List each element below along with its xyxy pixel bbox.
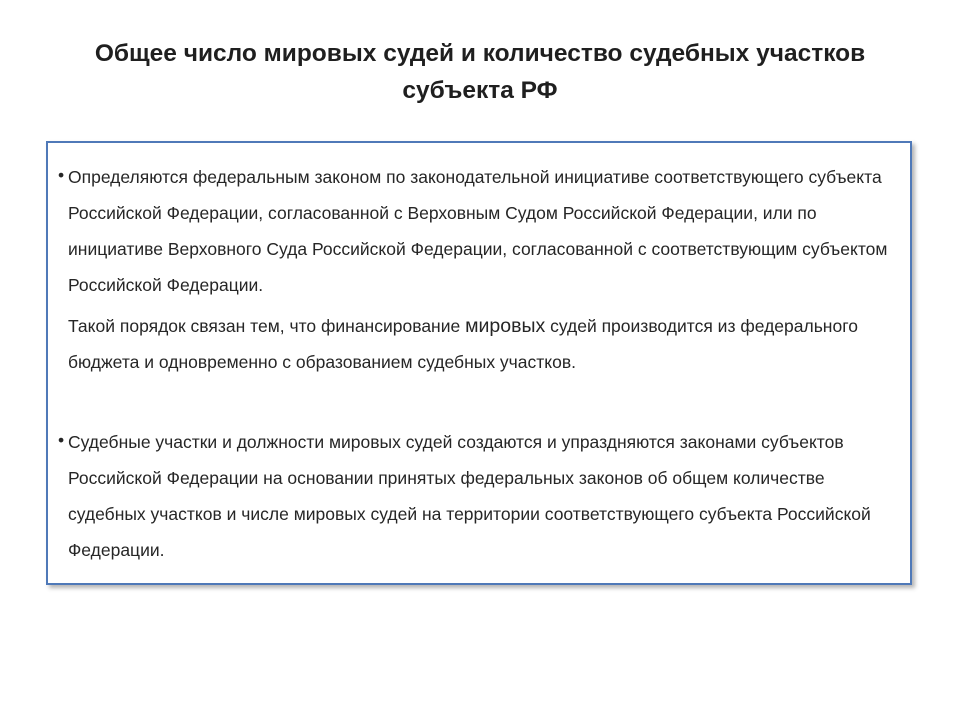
bullet-dot: •: [58, 430, 65, 450]
bullet-item-2: [58, 424, 898, 568]
extra-text-before: Такой порядок связан тем, что финансирование: [68, 316, 466, 336]
slide-title: [40, 35, 920, 109]
content-box: [46, 141, 912, 585]
bullet-extra-paragraph: [58, 308, 898, 380]
slide-title-line-1: Общее число мировых судей и количество судебных участков: [94, 40, 866, 67]
bullet-text: Определяются федеральным законом по законодательной инициативе соответствующего субъекта Российской Федерации, согласованной с Верховным Судом Российской Федерации, или по инициативе Верховного Суда Российской Федерации, согласованной с соответствующим субъектом Российской Федерации.: [68, 167, 888, 295]
bullet-row: [58, 159, 898, 303]
bullet-dot: •: [58, 165, 65, 185]
bullet-item-1: [58, 159, 898, 380]
bullet-text: Судебные участки и должности мировых судей создаются и упраздняются законами субъектов Российской Федерации на основании принятых федеральных законов об общем количестве судебных участков и числе мировых судей на территории соответствующего субъекта Российской Федерации.: [68, 432, 871, 560]
extra-text-after: судей производится из федерального бюджета и одновременно с образованием судебных участков.: [68, 316, 858, 372]
slide-title-line-2: субъекта РФ: [402, 77, 558, 104]
bullet-row: [58, 424, 898, 568]
extra-text-emphasis: мировых: [465, 315, 546, 337]
